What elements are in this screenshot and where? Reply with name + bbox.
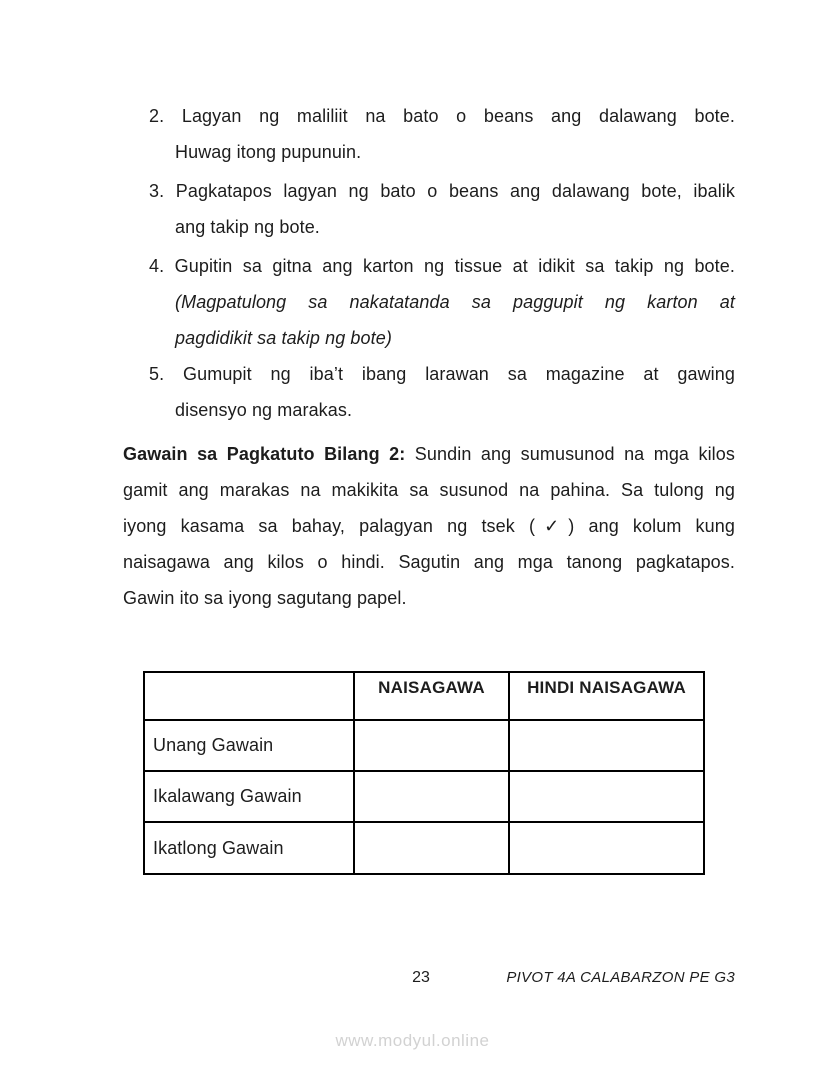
page-footer bbox=[0, 966, 825, 990]
activity-line-1-text: Sundin ang sumusunod na mga kilos bbox=[414, 444, 735, 464]
page-number: 23 bbox=[412, 969, 430, 986]
activity-line-5: Gawin ito sa iyong sagutang papel. bbox=[123, 588, 407, 608]
activity-line-3: iyong kasama sa bahay, palagyan ng tsek (✓) ang kolum kung bbox=[123, 516, 735, 536]
check-cell-naisagawa bbox=[354, 822, 509, 874]
activity-line-2: gamit ang marakas na makikita sa susunod na pahina. Sa tulong ng bbox=[123, 480, 735, 500]
list-item-5-text: Gumupit ng iba’t ibang larawan sa magazine at gawing bbox=[183, 364, 735, 384]
list-item-4-line-1 bbox=[149, 248, 735, 284]
activity-paragraph bbox=[123, 436, 735, 616]
activity-heading: Gawain sa Pagkatuto Bilang 2: bbox=[123, 444, 406, 464]
list-item-2-line-2: Huwag itong pupunuin. bbox=[175, 142, 362, 162]
table-row bbox=[144, 720, 704, 771]
list-item-2-number: 2. bbox=[149, 106, 165, 126]
list-item-4-line-2: (Magpatulong sa nakatatanda sa paggupit ng karton at bbox=[175, 292, 735, 312]
row-label: Ikatlong Gawain bbox=[144, 822, 354, 874]
activity-line-1 bbox=[123, 436, 735, 472]
list-item-5-line-1 bbox=[149, 356, 735, 392]
checklist-table bbox=[143, 671, 705, 875]
list-item-4 bbox=[0, 248, 825, 356]
list-item-3-text: Pagkatapos lagyan ng bato o beans ang dalawang bote, ibalik bbox=[175, 181, 735, 201]
list-item-4-line-3: pagdidikit sa takip ng bote) bbox=[175, 328, 392, 348]
list-item-5-line-2: disensyo ng marakas. bbox=[175, 400, 353, 420]
check-cell-hindi-naisagawa bbox=[509, 720, 704, 771]
table-header-row bbox=[144, 672, 704, 720]
list-item-2 bbox=[0, 98, 825, 170]
activity-line-4: naisagawa ang kilos o hindi. Sagutin ang mga tanong pagkatapos. bbox=[123, 552, 735, 572]
table-row bbox=[144, 822, 704, 874]
list-item-3-line-1 bbox=[149, 173, 735, 209]
list-item-2-line-1 bbox=[149, 98, 735, 134]
row-label: Unang Gawain bbox=[144, 720, 354, 771]
check-cell-naisagawa bbox=[354, 720, 509, 771]
table-header-blank bbox=[144, 672, 354, 720]
list-item-3-line-2: ang takip ng bote. bbox=[175, 217, 320, 237]
list-item-4-number: 4. bbox=[149, 256, 165, 276]
row-label: Ikalawang Gawain bbox=[144, 771, 354, 822]
list-item-4-text: Gupitin sa gitna ang karton ng tissue at idikit sa takip ng bote. bbox=[174, 256, 735, 276]
source-reference: PIVOT 4A CALABARZON PE G3 bbox=[506, 969, 735, 986]
list-item-2-text: Lagyan ng maliliit na bato o beans ang dalawang bote. bbox=[181, 106, 735, 126]
table-header-naisagawa: NAISAGAWA bbox=[354, 672, 509, 720]
list-item-5 bbox=[0, 356, 825, 428]
table-row bbox=[144, 771, 704, 822]
table-header-hindi-naisagawa: HINDI NAISAGAWA bbox=[509, 672, 704, 720]
list-item-3-number: 3. bbox=[149, 181, 165, 201]
list-item-3 bbox=[0, 173, 825, 245]
list-item-5-number: 5. bbox=[149, 364, 165, 384]
check-cell-naisagawa bbox=[354, 771, 509, 822]
check-cell-hindi-naisagawa bbox=[509, 771, 704, 822]
watermark-text: www.modyul.online bbox=[335, 1031, 490, 1050]
check-cell-hindi-naisagawa bbox=[509, 822, 704, 874]
